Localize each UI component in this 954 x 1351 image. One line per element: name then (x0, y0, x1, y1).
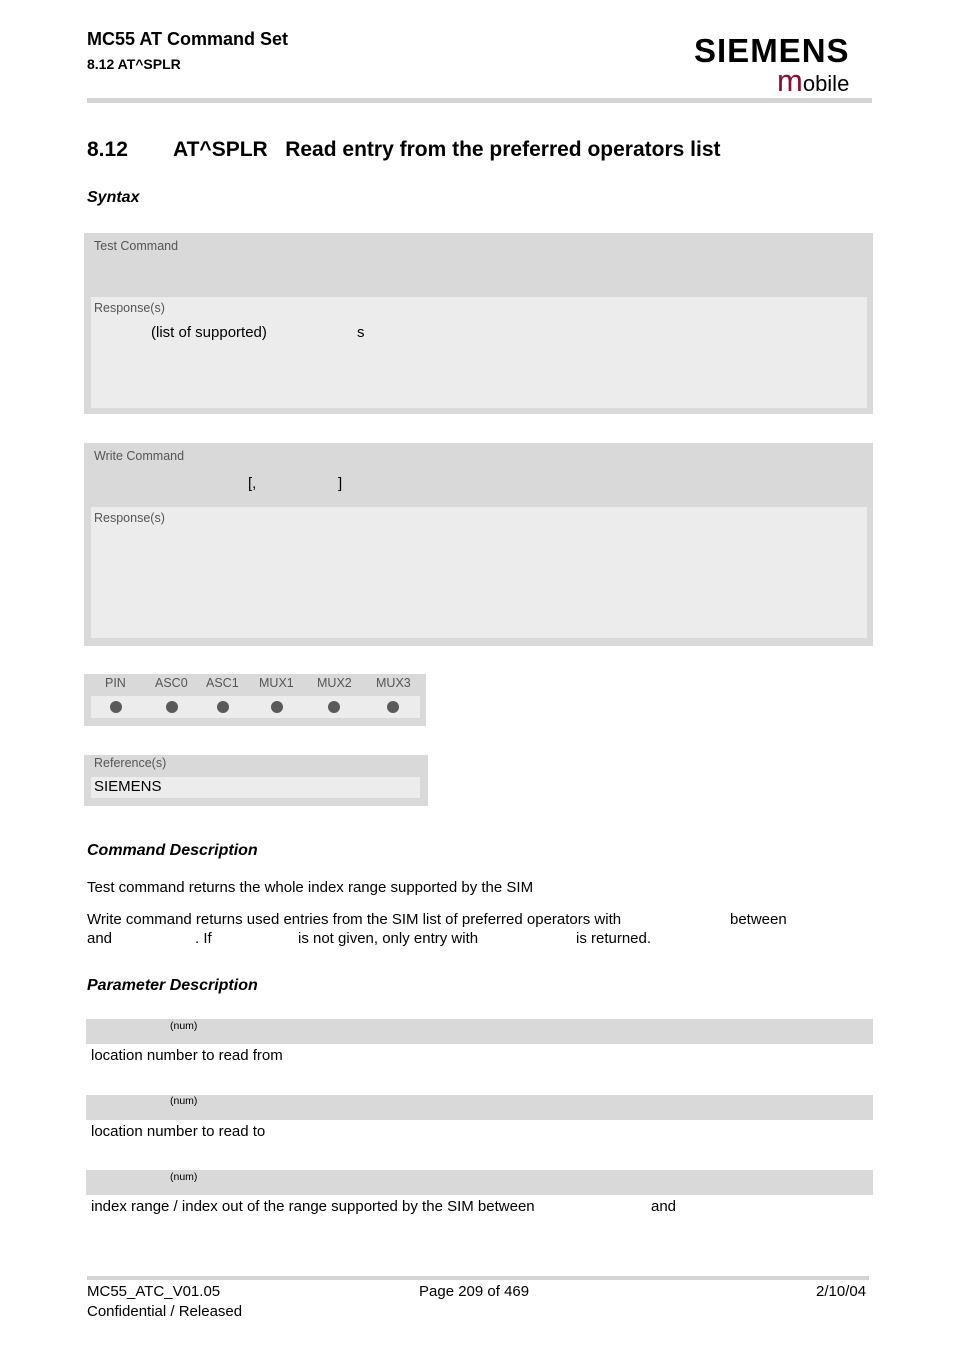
write-response-panel (91, 507, 867, 638)
param-3-description: index range / index out of the range supported by the SIM between (91, 1198, 535, 1215)
asc1-header: ASC1 (206, 676, 239, 690)
command-description-write-1a: Write command returns used entries from the SIM list of preferred operators with (87, 911, 622, 928)
test-response-label: Response(s) (94, 301, 165, 315)
section-heading (87, 138, 721, 162)
write-command-label: Write Command (94, 449, 185, 463)
syntax-heading: Syntax (87, 189, 140, 206)
footer-divider (87, 1276, 869, 1280)
param-2-header (86, 1095, 873, 1120)
pin-dot-icon (110, 701, 122, 713)
param-3-description-and: and (651, 1198, 677, 1215)
test-command-label: Test Command (94, 239, 179, 253)
command-description-write-2c: is not given, only entry with (298, 930, 479, 947)
asc0-header: ASC0 (155, 676, 188, 690)
reference-box (84, 755, 428, 806)
mobile-logo (777, 63, 850, 99)
param-1-header (86, 1019, 873, 1044)
mux2-dot-icon (328, 701, 340, 713)
asc0-dot-icon (166, 701, 178, 713)
parameter-description-heading: Parameter Description (87, 977, 258, 994)
command-description-write-2d: is returned. (576, 930, 652, 947)
pin-mux-table (84, 674, 426, 726)
mux1-dot-icon (271, 701, 283, 713)
test-command-box (84, 233, 873, 414)
footer-page-number: Page 209 of 469 (419, 1283, 530, 1300)
mux3-dot-icon (387, 701, 399, 713)
param-3-header (86, 1170, 873, 1195)
command-description-heading: Command Description (87, 842, 258, 859)
command-description-test: Test command returns the whole index range supported by the SIM (87, 879, 534, 896)
test-response-text: (list of supported) (151, 324, 267, 341)
param-1-type: (num) (170, 1020, 198, 1032)
param-3-type: (num) (170, 1171, 198, 1183)
write-command-bracket-close: ] (338, 475, 343, 492)
param-2-type: (num) (170, 1095, 198, 1107)
footer-date: 2/10/04 (816, 1283, 867, 1300)
document-title: MC55 AT Command Set (87, 29, 289, 49)
section-number: 8.12 (87, 138, 128, 161)
test-response-panel (91, 297, 867, 408)
test-response-suffix: s (357, 324, 365, 341)
header-divider (87, 98, 872, 103)
param-2-description: location number to read to (91, 1123, 266, 1140)
section-title: AT^SPLR Read entry from the preferred operators list (173, 138, 721, 161)
logo-obile-text: obile (802, 71, 850, 96)
write-command-bracket-open: [, (248, 475, 257, 492)
mux3-header: MUX3 (376, 676, 411, 690)
footer-doc-id: MC55_ATC_V01.05 (87, 1283, 221, 1300)
asc1-dot-icon (217, 701, 229, 713)
reference-value-panel (91, 777, 420, 798)
reference-value: SIEMENS (94, 778, 162, 795)
command-description-write-2b: . If (195, 930, 212, 947)
command-description-write-2a: and (87, 930, 113, 947)
reference-label: Reference(s) (94, 756, 167, 770)
footer-status: Confidential / Released (87, 1303, 243, 1320)
pin-mux-row (91, 696, 420, 718)
write-response-label: Response(s) (94, 511, 165, 525)
pin-header: PIN (105, 676, 126, 690)
mux2-header: MUX2 (317, 676, 352, 690)
logo-m-letter: m (777, 63, 803, 98)
command-description-write-1b: between (730, 911, 787, 928)
write-command-box (84, 443, 873, 646)
param-1-description: location number to read from (91, 1047, 283, 1064)
siemens-logo: SIEMENS (694, 32, 850, 69)
mux1-header: MUX1 (259, 676, 294, 690)
document-section-ref: 8.12 AT^SPLR (87, 56, 181, 72)
